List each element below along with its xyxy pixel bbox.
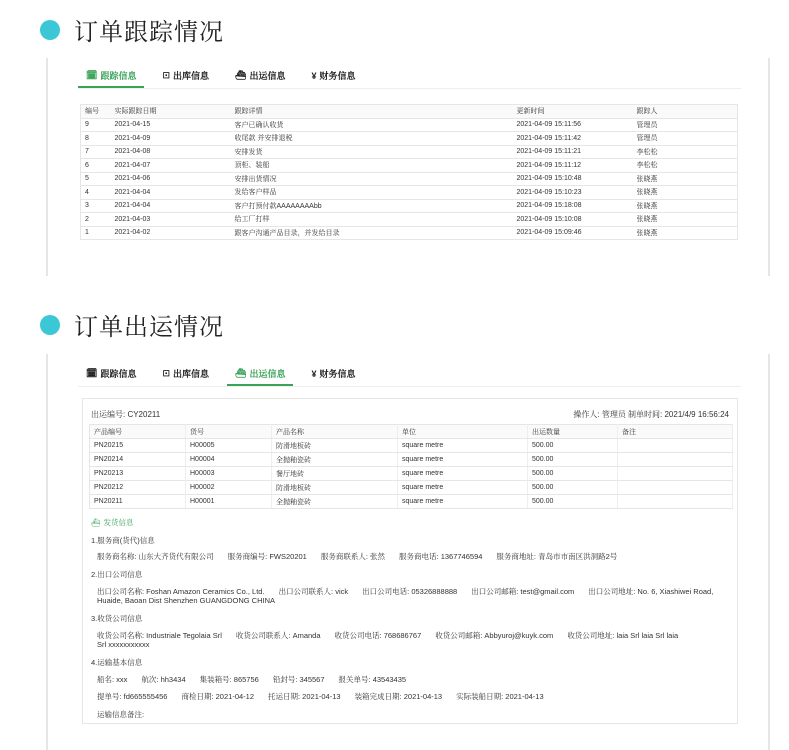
table-cell: 发给客户样品: [231, 186, 513, 200]
group1-title: 1.服务商(货代)信息: [91, 536, 155, 545]
table-cell: 2021-04-09 15:18:08: [513, 199, 633, 213]
box-icon: ⊡: [162, 70, 170, 80]
table-cell: [618, 481, 733, 495]
col-header: 跟踪人: [633, 105, 738, 119]
group4-row2: 提单号: fd665555456 商检日期: 2021-04-12 托运日期: 2021-04-13 装箱完成日期: 2021-04-13 实际装船日期: 2021-04-13: [97, 692, 544, 701]
table-header-row: [90, 425, 733, 439]
shipping-tabs: [78, 360, 374, 386]
table-header-row: [81, 105, 738, 119]
tab-finance[interactable]: ¥ 财务信息: [311, 368, 356, 379]
table-cell: 500.00: [528, 481, 618, 495]
table-cell: 2021-04-04: [111, 186, 231, 200]
table-cell: 2021-04-09: [111, 132, 231, 146]
tracking-table: [80, 104, 738, 240]
table-cell: 3: [81, 199, 111, 213]
col-header: 实际跟踪日期: [111, 105, 231, 119]
table-cell: 管理员: [633, 132, 738, 146]
table-cell: 8: [81, 132, 111, 146]
tracking-title: 订单跟踪情况: [74, 19, 224, 46]
tab-outbound[interactable]: ⊡ 出库信息: [162, 70, 210, 81]
col-header: 编号: [81, 105, 111, 119]
table-cell: 张晓燕: [633, 213, 738, 227]
col-header: 更新时间: [513, 105, 633, 119]
table-cell: 5: [81, 172, 111, 186]
table-cell: [618, 453, 733, 467]
table-cell: 张晓燕: [633, 186, 738, 200]
table-cell: 张晓燕: [633, 199, 738, 213]
table-cell: [618, 439, 733, 453]
table-cell: 2021-04-06: [111, 172, 231, 186]
table-row: [90, 467, 733, 481]
table-cell: 4: [81, 186, 111, 200]
table-cell: H00004: [186, 453, 272, 467]
tracking-tabs: [78, 62, 374, 88]
table-cell: 张晓燕: [633, 172, 738, 186]
table-cell: square metre: [398, 495, 528, 509]
col-header: 跟踪详情: [231, 105, 513, 119]
table-cell: 全抛釉瓷砖: [272, 453, 398, 467]
table-row: [81, 132, 738, 146]
table-cell: 2021-04-09 15:10:08: [513, 213, 633, 227]
table-cell: 2021-04-09 15:11:12: [513, 159, 633, 173]
table-cell: 餐厅地砖: [272, 467, 398, 481]
operator-info: 操作人: 管理员 制单时间: 2021/4/9 16:56:24: [573, 410, 729, 419]
table-cell: 给工厂打样: [231, 213, 513, 227]
tab-shipping[interactable]: ⛴ 出运信息: [227, 367, 293, 386]
table-cell: 顶柜、装船: [231, 159, 513, 173]
table-cell: 2021-04-09 15:11:56: [513, 118, 633, 132]
group4-title: 4.运输基本信息: [91, 658, 143, 667]
table-cell: 2021-04-03: [111, 213, 231, 227]
table-cell: 2021-04-09 15:09:46: [513, 226, 633, 240]
tab-tracking[interactable]: 🗓 跟踪信息: [78, 69, 144, 88]
table-row: [90, 439, 733, 453]
table-cell: square metre: [398, 453, 528, 467]
shipping-section-title: [40, 307, 224, 342]
table-row: [81, 226, 738, 240]
table-cell: 防滑地板砖: [272, 439, 398, 453]
table-cell: 9: [81, 118, 111, 132]
table-cell: 500.00: [528, 467, 618, 481]
group3-title: 3.收货公司信息: [91, 614, 143, 623]
table-row: [90, 481, 733, 495]
tab-outbound[interactable]: ⊡ 出库信息: [162, 368, 210, 379]
tracking-section-title: [40, 12, 224, 47]
shipping-title: 订单出运情况: [74, 314, 224, 341]
table-cell: 李松松: [633, 159, 738, 173]
ship-number: 出运编号: CY20211: [91, 410, 161, 419]
table-row: [90, 453, 733, 467]
table-cell: H00005: [186, 439, 272, 453]
table-cell: 1: [81, 226, 111, 240]
shipping-detail-box: [82, 398, 738, 724]
group3-row-cont: Srl xxxxxxxxxxx: [97, 640, 150, 649]
bullet-dot-icon: [40, 20, 60, 40]
remark-row: 运输信息备注:: [97, 710, 145, 719]
group1-row: 服务商名称: 山东大齐货代有限公司 服务商编号: FWS20201 服务商联系人: 张然 服务商电话: 1367746594 服务商地址: 青岛市市南区洪洞路2号: [97, 552, 618, 561]
table-cell: 防滑地板砖: [272, 481, 398, 495]
box-icon: ⊡: [162, 368, 170, 378]
table-cell: 李松松: [633, 145, 738, 159]
table-cell: H00003: [186, 467, 272, 481]
table-row: [81, 159, 738, 173]
table-cell: PN20211: [90, 495, 186, 509]
table-cell: 管理员: [633, 118, 738, 132]
tab-finance[interactable]: ¥ 财务信息: [311, 70, 356, 81]
table-cell: 2021-04-09 15:11:42: [513, 132, 633, 146]
yen-icon: ¥: [311, 70, 317, 81]
table-cell: H00001: [186, 495, 272, 509]
col-header: 货号: [186, 425, 272, 439]
group2-row: 出口公司名称: Foshan Amazon Ceramics Co., Ltd. 出口公司联系人: vick 出口公司电话: 05326888888 出口公司邮箱: test@gmail.com 出口公司地址: No. 6, Xiashiwei Road,: [97, 587, 714, 596]
table-cell: 全抛釉瓷砖: [272, 495, 398, 509]
shipping-header: [91, 409, 729, 420]
table-cell: [618, 467, 733, 481]
tab-tracking[interactable]: 🗓 跟踪信息: [86, 368, 137, 379]
table-row: [81, 118, 738, 132]
table-cell: PN20213: [90, 467, 186, 481]
yen-icon: ¥: [311, 368, 317, 379]
table-cell: 500.00: [528, 495, 618, 509]
table-cell: square metre: [398, 481, 528, 495]
tab-shipping[interactable]: ⛴ 出运信息: [235, 70, 286, 81]
table-cell: 张晓燕: [633, 226, 738, 240]
col-header: 备注: [618, 425, 733, 439]
table-cell: 2021-04-07: [111, 159, 231, 173]
col-header: 出运数量: [528, 425, 618, 439]
table-cell: 跟客户沟通产品目录，并发给目录: [231, 226, 513, 240]
table-cell: 7: [81, 145, 111, 159]
table-cell: 安排发货: [231, 145, 513, 159]
table-cell: 2: [81, 213, 111, 227]
ship-icon: ⛴: [235, 368, 247, 378]
table-cell: 2021-04-09 15:10:48: [513, 172, 633, 186]
col-header: 单位: [398, 425, 528, 439]
table-cell: 安排出货情况: [231, 172, 513, 186]
calendar-icon: 🗓: [86, 70, 98, 80]
table-cell: H00002: [186, 481, 272, 495]
table-row: [81, 199, 738, 213]
send-info-label: ⛴ 发货信息: [91, 518, 134, 527]
table-cell: PN20214: [90, 453, 186, 467]
bullet-dot-icon: [40, 315, 60, 335]
group3-row: 收货公司名称: Industriale Tegolaia Srl 收货公司联系人: Amanda 收货公司电话: 768686767 收货公司邮箱: Abbyuroj@kuyk.com 收货公司地址: laia Srl laia Srl laia: [97, 631, 679, 640]
table-cell: 客户打预付款AAAAAAAAbb: [231, 199, 513, 213]
table-cell: 500.00: [528, 439, 618, 453]
table-row: [90, 495, 733, 509]
table-cell: 客户已确认收货: [231, 118, 513, 132]
table-cell: [618, 495, 733, 509]
table-cell: PN20215: [90, 439, 186, 453]
ship-icon: ⛴: [91, 518, 101, 527]
table-cell: PN20212: [90, 481, 186, 495]
group4-row1: 船名: xxx 航次: hh3434 集装箱号: 865756 铅封号: 345567 报关单号: 43543435: [97, 675, 407, 684]
product-table: [89, 424, 733, 509]
table-row: [81, 145, 738, 159]
table-cell: 2021-04-08: [111, 145, 231, 159]
table-cell: square metre: [398, 439, 528, 453]
table-row: [81, 213, 738, 227]
table-cell: 500.00: [528, 453, 618, 467]
table-cell: 2021-04-02: [111, 226, 231, 240]
table-cell: 2021-04-09 15:11:21: [513, 145, 633, 159]
group2-row-cont: Huaide, Baoan Dist Shenzhen GUANGDONG CHINA: [97, 596, 275, 605]
table-cell: square metre: [398, 467, 528, 481]
group2-title: 2.出口公司信息: [91, 570, 143, 579]
table-cell: 2021-04-15: [111, 118, 231, 132]
ship-icon: ⛴: [235, 70, 247, 80]
col-header: 产品名称: [272, 425, 398, 439]
table-row: [81, 172, 738, 186]
calendar-icon: 🗓: [86, 368, 98, 378]
table-cell: 2021-04-04: [111, 199, 231, 213]
table-cell: 6: [81, 159, 111, 173]
table-cell: 收尾款 并安排退税: [231, 132, 513, 146]
table-cell: 2021-04-09 15:10:23: [513, 186, 633, 200]
table-row: [81, 186, 738, 200]
col-header: 产品编号: [90, 425, 186, 439]
